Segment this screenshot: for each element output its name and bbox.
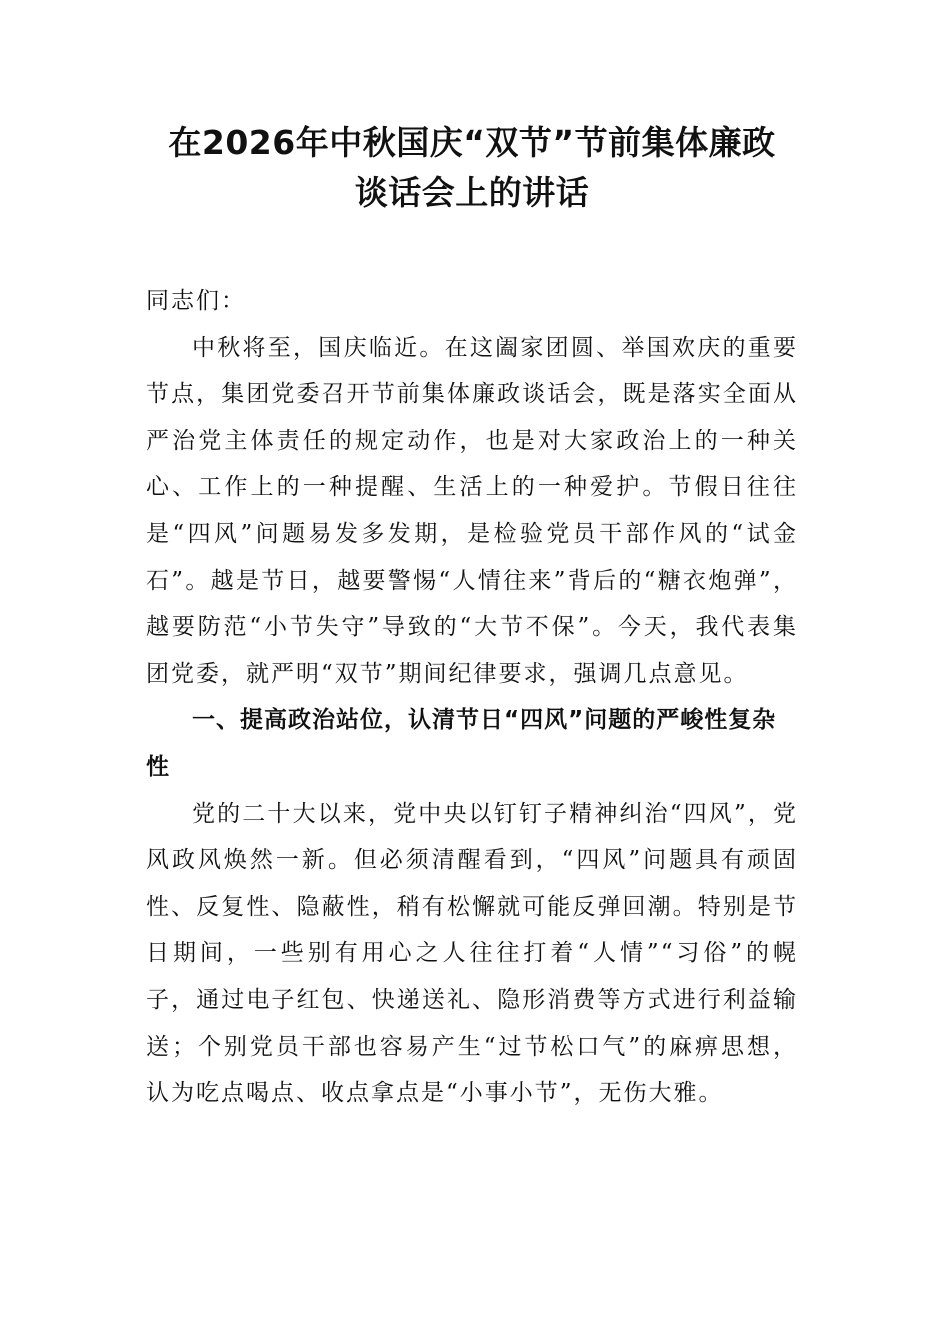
section-heading-1: 一、提高政治站位，认清节日“四风”问题的严峻性复杂性 — [146, 707, 777, 780]
title-line-1: 在2026年中秋国庆“双节”节前集体廉政 — [168, 123, 776, 162]
paragraph-intro: 中秋将至，国庆临近。在这阖家团圆、举国欢庆的重要节点，集团党委召开节前集体廉政谈话会，既是落实全面从严治党主体责任的规定动作，也是对大家政治上的一种关心、工作上的一种提醒、生活上的一种爱护。节假日往往是“四风”问题易发多发期，是检验党员干部作风的“试金石”。越是节日，越要警惕“人情往来”背后的“糖衣炮弹”，越要防范“小节失守”导致的“大节不保”。今天，我代表集团党委，就严明“双节”期间纪律要求，强调几点意见。 — [146, 334, 798, 687]
title-line-2: 谈话会上的讲话 — [354, 173, 590, 212]
salutation: 同志们： — [146, 288, 246, 314]
document-title — [146, 118, 798, 218]
paragraph-section-1: 党的二十大以来，党中央以钉钉子精神纠治“四风”，党风政风焕然一新。但必须清醒看到，“四风”问题具有顽固性、反复性、隐蔽性，稍有松懈就可能反弹回潮。特别是节日期间，一些别有用心之人往往打着“人情”“习俗”的幌子，通过电子红包、快递送礼、隐形消费等方式进行利益输送；个别党员干部也容易产生“过节松口气”的麻痹思想，认为吃点喝点、收点拿点是“小事小节”，无伤大雅。 — [146, 800, 798, 1107]
document-body — [146, 278, 798, 1117]
document-page — [146, 118, 798, 1117]
